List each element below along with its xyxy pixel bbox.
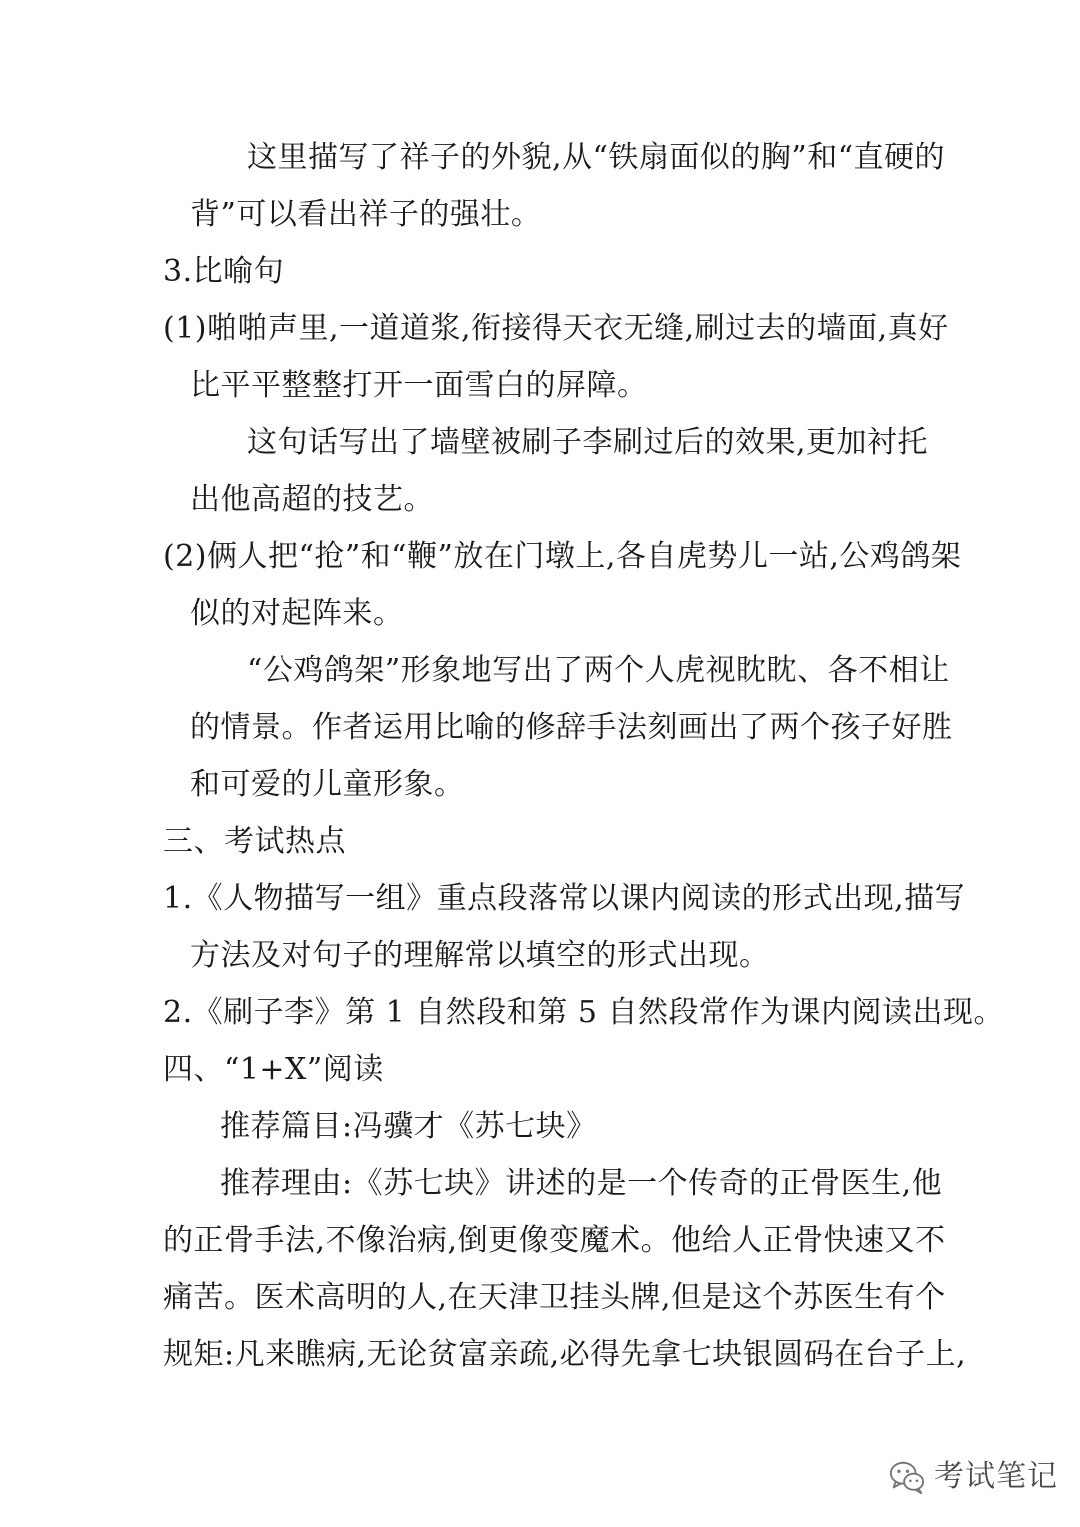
text-line: 推荐理由:《苏七块》讲述的是一个传奇的正骨医生,他 xyxy=(220,1166,943,1201)
section-heading: 3.比喻句 xyxy=(163,254,285,289)
text-line: 似的对起阵来。 xyxy=(190,596,404,631)
text-line: 这里描写了祥子的外貌,从“铁扇面似的胸”和“直硬的 xyxy=(247,140,946,175)
text-line: (1)啪啪声里,一道道浆,衔接得天衣无缝,刷过去的墙面,真好 xyxy=(163,311,949,346)
text-line: 的正骨手法,不像治病,倒更像变魔术。他给人正骨快速又不 xyxy=(163,1223,946,1258)
text-line: (2)俩人把“抢”和“鞭”放在门墩上,各自虎势儿一站,公鸡鸽架 xyxy=(163,539,962,574)
text-line: 出他高超的技艺。 xyxy=(190,482,434,517)
text-line: 规矩:凡来瞧病,无论贫富亲疏,必得先拿七块银圆码在台子上, xyxy=(163,1337,967,1372)
text-line: 痛苦。医术高明的人,在天津卫挂头牌,但是这个苏医生有个 xyxy=(163,1280,946,1315)
text-line: “公鸡鸽架”形象地写出了两个人虎视眈眈、各不相让 xyxy=(247,653,950,688)
watermark-text: 考试笔记 xyxy=(934,1459,1058,1494)
section-heading: 三、考试热点 xyxy=(163,824,346,859)
text-line: 背”可以看出祥子的强壮。 xyxy=(190,197,542,232)
text-line: 2.《刷子李》第 1 自然段和第 5 自然段常作为课内阅读出现。 xyxy=(163,995,1004,1030)
text-line: 和可爱的儿童形象。 xyxy=(190,767,465,802)
text-line: 的情景。作者运用比喻的修辞手法刻画出了两个孩子好胜 xyxy=(190,710,953,745)
text-line: 1.《人物描写一组》重点段落常以课内阅读的形式出现,描写 xyxy=(163,881,966,916)
text-line: 这句话写出了墙壁被刷子李刷过后的效果,更加衬托 xyxy=(247,425,929,460)
text-line: 方法及对句子的理解常以填空的形式出现。 xyxy=(190,938,770,973)
text-line: 比平平整整打开一面雪白的屏障。 xyxy=(190,368,648,403)
section-heading: 四、“1+X”阅读 xyxy=(163,1052,384,1087)
watermark xyxy=(888,1458,1058,1496)
text-line: 推荐篇目:冯骥才《苏七块》 xyxy=(220,1109,597,1144)
wechat-icon xyxy=(888,1458,926,1496)
